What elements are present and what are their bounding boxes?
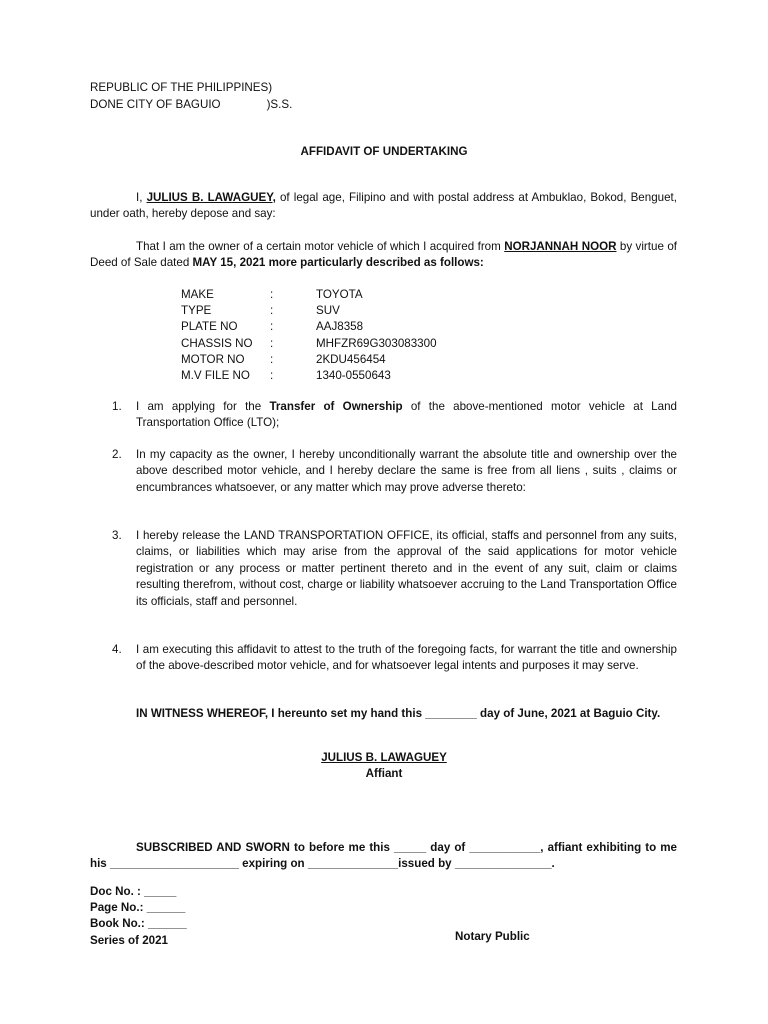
doc-no: Doc No. : _____: [90, 885, 177, 898]
ownership-text-3: more particularly described as follows:: [268, 256, 484, 270]
series-year: Series of 2021: [90, 933, 168, 947]
vehicle-details: [181, 287, 437, 384]
intro-text: of legal age, Filipino and with postal address at Ambuklao, Bokod, Benguet, under oath, hereby depose and say:: [90, 191, 677, 221]
vehicle-colon: :: [270, 320, 274, 334]
item-number: 4.: [112, 643, 122, 656]
venue-ss-text: )S.S.: [266, 97, 293, 111]
vehicle-row-make: [181, 287, 437, 303]
vehicle-label: M.V FILE NO: [181, 368, 250, 382]
undertaking-item-2: [112, 447, 677, 496]
item-text: [136, 399, 677, 432]
ownership-text-2: by virtue of Deed of Sale dated: [90, 240, 677, 270]
vehicle-row-type: [181, 303, 437, 319]
vehicle-value: 2KDU456454: [316, 352, 386, 366]
witness-bold: IN WITNESS WHEREOF,: [136, 707, 269, 720]
notary-public-label: Notary Public: [455, 930, 530, 943]
item-number: 2.: [112, 448, 122, 461]
venue-line-republic: REPUBLIC OF THE PHILIPPINES): [90, 81, 273, 94]
venue-city-text: DONE CITY OF BAGUIO: [90, 97, 221, 111]
vehicle-label: TYPE: [181, 304, 212, 318]
item-text: In my capacity as the owner, I hereby unconditionally warrant the absolute title and ownership over the above described motor vehicle, and I hereby declare the same is free from all liens , suits , claims or encumbrances whatsoever, or any matter which may prove adverse thereto:: [136, 448, 677, 494]
jurat-paragraph: [90, 840, 677, 873]
venue-line-city: [90, 97, 590, 114]
vehicle-label: MAKE: [181, 288, 214, 301]
witness-text: I hereunto set my hand this ________ day of June, 2021 at Baguio City.: [271, 707, 661, 720]
signatory-role: Affiant: [365, 767, 403, 780]
vehicle-colon: :: [270, 288, 274, 301]
item-1-post: of the above-mentioned motor vehicle at Land Transportation Office (LTO);: [136, 400, 677, 430]
vehicle-row-file: [181, 368, 437, 384]
undertaking-item-3: [112, 528, 677, 610]
vehicle-value: MHFZR69G303083300: [316, 336, 437, 350]
item-text: I am executing this affidavit to attest to the truth of the foregoing facts, for warrant the title and ownership of the above-described motor vehicle, and for whatsoever legal intents and purposes it may serve.: [136, 643, 677, 673]
item-number: 1.: [112, 400, 122, 413]
item-1-pre: I am applying for the: [136, 400, 262, 413]
seller-name: NORJANNAH NOOR: [504, 240, 617, 253]
vehicle-colon: :: [270, 304, 274, 318]
witness-clause: [136, 706, 696, 722]
vehicle-label: MOTOR NO: [181, 352, 245, 366]
vehicle-label: PLATE NO: [181, 320, 238, 334]
signature-block: [0, 750, 768, 766]
jurat-text: to before me this _____ day of ___________, affiant exhibiting to me: [294, 841, 677, 854]
sale-date: MAY 15, 2021: [192, 256, 266, 270]
vehicle-colon: :: [270, 352, 274, 366]
signatory-name: JULIUS B. LAWAGUEY: [321, 751, 447, 764]
intro-paragraph: [90, 190, 677, 223]
venue-header: [90, 80, 590, 113]
jurat-line-1: [90, 840, 677, 856]
vehicle-row-chassis: [181, 336, 437, 352]
item-text: I hereby release the LAND TRANSPORTATION OFFICE, its official, staffs and personnel from any suits, claims, or liabilities which may arise from the approval of the said applications for motor vehicle registration or any process or matter pertinent thereto and in the event of any suit, claim or claims resulting therefrom, without cost, charge or liability whatsoever accruing to the Land Transportation Office its officials, staff and personnel.: [136, 529, 677, 608]
item-1-bold: Transfer of Ownership: [269, 400, 403, 413]
vehicle-row-motor: [181, 352, 437, 368]
document-title: AFFIDAVIT OF UNDERTAKING: [300, 145, 468, 158]
notarial-register: [90, 884, 187, 949]
intro-prefix: I,: [136, 191, 143, 204]
vehicle-colon: :: [270, 368, 274, 382]
item-number: 3.: [112, 529, 122, 542]
vehicle-row-plate: [181, 319, 437, 335]
undertaking-item-4: [112, 642, 677, 675]
vehicle-value: TOYOTA: [316, 288, 363, 301]
page-no: Page No.: ______: [90, 901, 186, 915]
affiant-name: JULIUS B. LAWAGUEY,: [146, 191, 276, 204]
ownership-paragraph: [90, 239, 677, 272]
ownership-text-1: That I am the owner of a certain motor vehicle of which I acquired from: [136, 240, 501, 253]
jurat-line-2: his ____________________ expiring on ______________issued by _______________.: [90, 857, 555, 871]
vehicle-value: SUV: [316, 304, 340, 318]
book-no: Book No.: ______: [90, 917, 187, 931]
vehicle-colon: :: [270, 336, 274, 350]
vehicle-value: AAJ8358: [316, 320, 364, 334]
vehicle-label: CHASSIS NO: [181, 336, 253, 350]
jurat-bold: SUBSCRIBED AND SWORN: [136, 841, 290, 854]
vehicle-value: 1340-0550643: [316, 368, 391, 382]
undertaking-item-1: [112, 399, 677, 432]
